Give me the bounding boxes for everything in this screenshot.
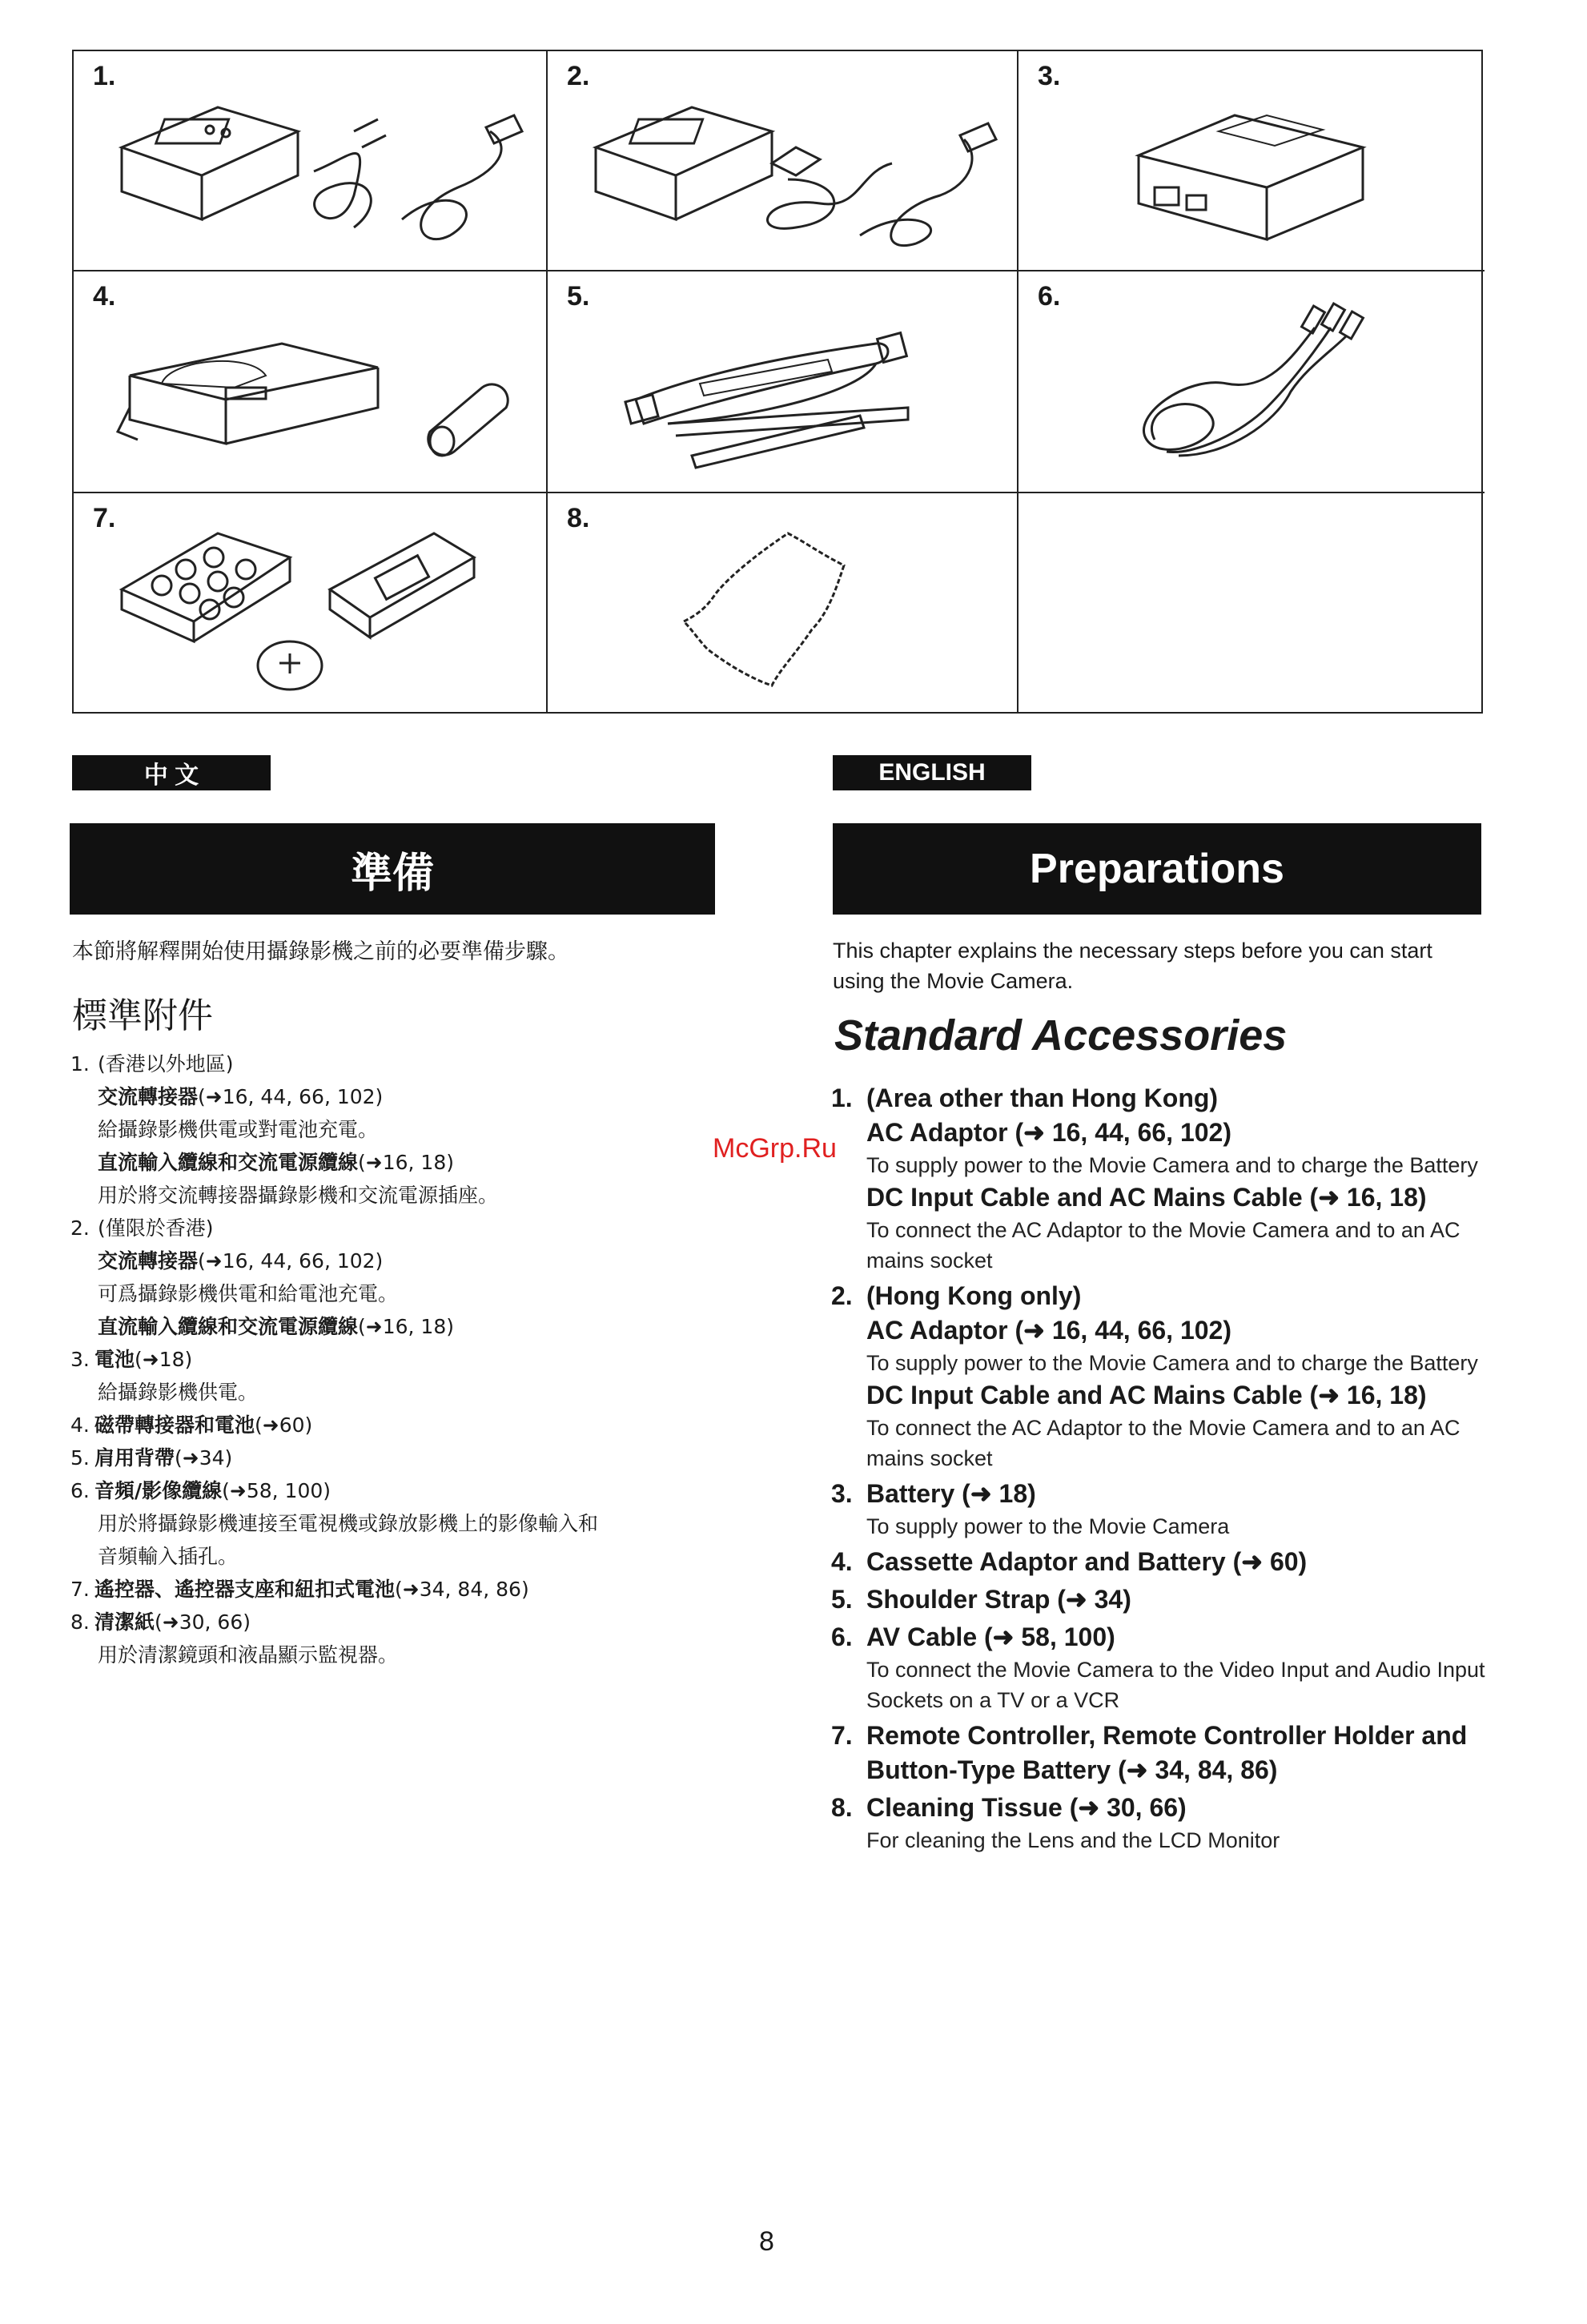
chinese-title-bar — [70, 823, 715, 915]
list-item — [831, 1477, 1488, 1542]
list-item — [831, 1081, 1488, 1276]
shoulder-strap-icon — [620, 304, 988, 480]
list-item — [831, 1582, 1488, 1617]
item-description: 給攝錄影機供電。 — [98, 1381, 259, 1404]
item-title: 交流轉接器 — [98, 1249, 199, 1273]
english-accessory-list — [831, 1081, 1488, 1859]
item-number: 5. — [831, 1585, 853, 1614]
item-description: 給攝錄影機供電或對電池充電。 — [98, 1118, 379, 1141]
item-description: For cleaning the Lens and the LCD Monitor — [866, 1828, 1280, 1852]
item-ref: (➜16, 18) — [358, 1151, 454, 1174]
item-number: 1. — [70, 1052, 90, 1076]
item-title: Cassette Adaptor and Battery (➜ 60) — [866, 1547, 1308, 1576]
item-title: Remote Controller, Remote Controller Holder and Button-Type Battery (➜ 34, 84, 86) — [866, 1721, 1468, 1784]
list-item — [70, 1212, 727, 1343]
item-line — [94, 1080, 727, 1113]
item-title: 電池 — [94, 1348, 135, 1371]
ac-adaptor-with-cables-uk-plug-icon — [588, 83, 1004, 259]
item-title: 清潔紙 — [94, 1610, 155, 1634]
item-ref: (➜18) — [135, 1348, 193, 1371]
item-description: 用於將攝錄影機連接至電視機或錄放影機上的影像輸入和 — [98, 1512, 599, 1535]
item-region: (僅限於香港) — [98, 1216, 214, 1240]
item-title: 遙控器、遙控器支座和紐扣式電池 — [94, 1578, 396, 1601]
item-title: AC Adaptor (➜ 16, 44, 66, 102) — [866, 1118, 1231, 1147]
english-page-title: Preparations — [1030, 846, 1284, 892]
item-title: 音頻/影像纜線 — [94, 1479, 223, 1502]
ac-adaptor-with-cables-icon — [114, 83, 530, 259]
english-title-bar — [833, 823, 1481, 915]
item-description: 音頻輸入插孔。 — [98, 1545, 239, 1568]
accessory-cell-4 — [74, 271, 548, 493]
item-description: 可爲攝錄影機供電和給電池充電。 — [98, 1282, 399, 1305]
accessory-cell-5 — [548, 271, 1018, 493]
watermark: McGrp.Ru — [713, 1133, 837, 1164]
battery-pack-icon — [1131, 99, 1387, 259]
item-number: 4. — [70, 1413, 90, 1437]
accessory-number: 1. — [93, 61, 116, 91]
item-description: 用於清潔鏡頭和液晶顯示監視器。 — [98, 1643, 399, 1667]
item-line — [94, 1244, 727, 1277]
accessory-cell-6 — [1018, 271, 1485, 493]
chinese-section-tag: 中 文 — [72, 755, 271, 790]
accessory-cell-1 — [74, 51, 548, 271]
item-number: 4. — [831, 1547, 853, 1576]
item-number: 7. — [831, 1721, 853, 1750]
list-item — [831, 1545, 1488, 1579]
item-ref: (➜16, 44, 66, 102) — [198, 1249, 384, 1273]
item-title: 直流輸入纜線和交流電源纜線 — [98, 1151, 359, 1174]
item-ref: (➜58, 100) — [222, 1479, 331, 1502]
item-title: DC Input Cable and AC Mains Cable (➜ 16, 18) — [866, 1381, 1427, 1409]
accessory-number: 5. — [567, 281, 590, 312]
item-description: 用於將交流轉接器攝錄影機和交流電源插座。 — [98, 1184, 499, 1207]
item-description: To supply power to the Movie Camera — [866, 1514, 1230, 1538]
list-item — [70, 1343, 727, 1409]
item-number: 2. — [70, 1216, 90, 1240]
av-cable-icon — [1131, 296, 1387, 472]
item-title: Battery (➜ 18) — [866, 1479, 1036, 1508]
list-item — [831, 1279, 1488, 1474]
accessory-cell-7 — [74, 493, 548, 714]
accessory-number: 7. — [93, 503, 116, 533]
item-region: (Hong Kong only) — [866, 1281, 1082, 1310]
item-description: To connect the AC Adaptor to the Movie Camera and to an AC mains socket — [866, 1218, 1460, 1273]
chinese-intro: 本節將解釋開始使用攝錄影機之前的必要準備步驟。 — [72, 939, 569, 964]
item-ref: (➜16, 44, 66, 102) — [198, 1085, 384, 1108]
cleaning-tissue-icon — [668, 517, 876, 694]
item-region: (Area other than Hong Kong) — [866, 1084, 1219, 1112]
accessory-number: 2. — [567, 61, 590, 91]
item-line — [94, 1146, 727, 1179]
item-number: 8. — [831, 1793, 853, 1822]
item-title: Shoulder Strap (➜ 34) — [866, 1585, 1131, 1614]
accessory-number: 4. — [93, 281, 116, 312]
item-number: 8. — [70, 1610, 90, 1634]
list-item — [70, 1409, 727, 1441]
list-item — [70, 1441, 727, 1474]
accessory-cell-8 — [548, 493, 1018, 714]
english-intro: This chapter explains the necessary steps before you can start using the Movie Camera. — [833, 939, 1432, 993]
item-ref: (➜30, 66) — [155, 1610, 251, 1634]
item-title: 直流輸入纜線和交流電源纜線 — [98, 1315, 359, 1338]
item-title: 磁帶轉接器和電池 — [94, 1413, 255, 1437]
item-number: 6. — [831, 1622, 853, 1651]
chinese-page-title: 準備 — [350, 850, 434, 897]
item-ref: (➜16, 18) — [358, 1315, 454, 1338]
item-description: To supply power to the Movie Camera and to charge the Battery — [866, 1153, 1478, 1177]
item-line — [94, 1343, 727, 1376]
list-item — [70, 1047, 727, 1212]
item-number: 7. — [70, 1578, 90, 1601]
item-description: To connect the AC Adaptor to the Movie Camera and to an AC mains socket — [866, 1416, 1460, 1470]
item-ref: (➜34) — [175, 1446, 233, 1470]
accessory-cell-3 — [1018, 51, 1485, 271]
english-section-tag: ENGLISH — [833, 755, 1031, 790]
item-number: 6. — [70, 1479, 90, 1502]
cassette-adaptor-and-battery-icon — [114, 312, 530, 480]
list-item — [70, 1474, 727, 1573]
item-number: 2. — [831, 1281, 853, 1310]
item-description: To connect the Movie Camera to the Video Input and Audio Input Sockets on a TV or a VCR — [866, 1658, 1485, 1712]
accessory-number: 3. — [1038, 61, 1061, 91]
chinese-heading: 標準附件 — [72, 996, 213, 1035]
item-title: Cleaning Tissue (➜ 30, 66) — [866, 1793, 1187, 1822]
item-title: AV Cable (➜ 58, 100) — [866, 1622, 1115, 1651]
item-ref: (➜60) — [255, 1413, 313, 1437]
list-item — [831, 1719, 1488, 1787]
accessory-number: 6. — [1038, 281, 1061, 312]
chinese-accessory-list — [70, 1047, 727, 1671]
accessory-cell-2 — [548, 51, 1018, 271]
list-item — [70, 1573, 727, 1606]
item-title: AC Adaptor (➜ 16, 44, 66, 102) — [866, 1316, 1231, 1345]
item-title: 肩用背帶 — [94, 1446, 175, 1470]
item-line — [94, 1310, 727, 1343]
list-item — [70, 1606, 727, 1671]
item-description: To supply power to the Movie Camera and to charge the Battery — [866, 1351, 1478, 1375]
item-number: 1. — [831, 1084, 853, 1112]
remote-controller-icon — [114, 509, 530, 702]
item-number: 3. — [70, 1348, 90, 1371]
item-title: 交流轉接器 — [98, 1085, 199, 1108]
page-number: 8 — [759, 2226, 774, 2257]
item-region: (香港以外地區) — [98, 1052, 234, 1076]
accessory-number: 8. — [567, 503, 590, 533]
item-ref: (➜34, 84, 86) — [395, 1578, 529, 1601]
list-item — [831, 1791, 1488, 1856]
accessories-illustration-grid — [72, 50, 1483, 714]
item-title: DC Input Cable and AC Mains Cable (➜ 16, 18) — [866, 1183, 1427, 1212]
list-item — [831, 1620, 1488, 1715]
item-number: 5. — [70, 1446, 90, 1470]
item-number: 3. — [831, 1479, 853, 1508]
english-heading: Standard Accessories — [834, 1011, 1288, 1059]
